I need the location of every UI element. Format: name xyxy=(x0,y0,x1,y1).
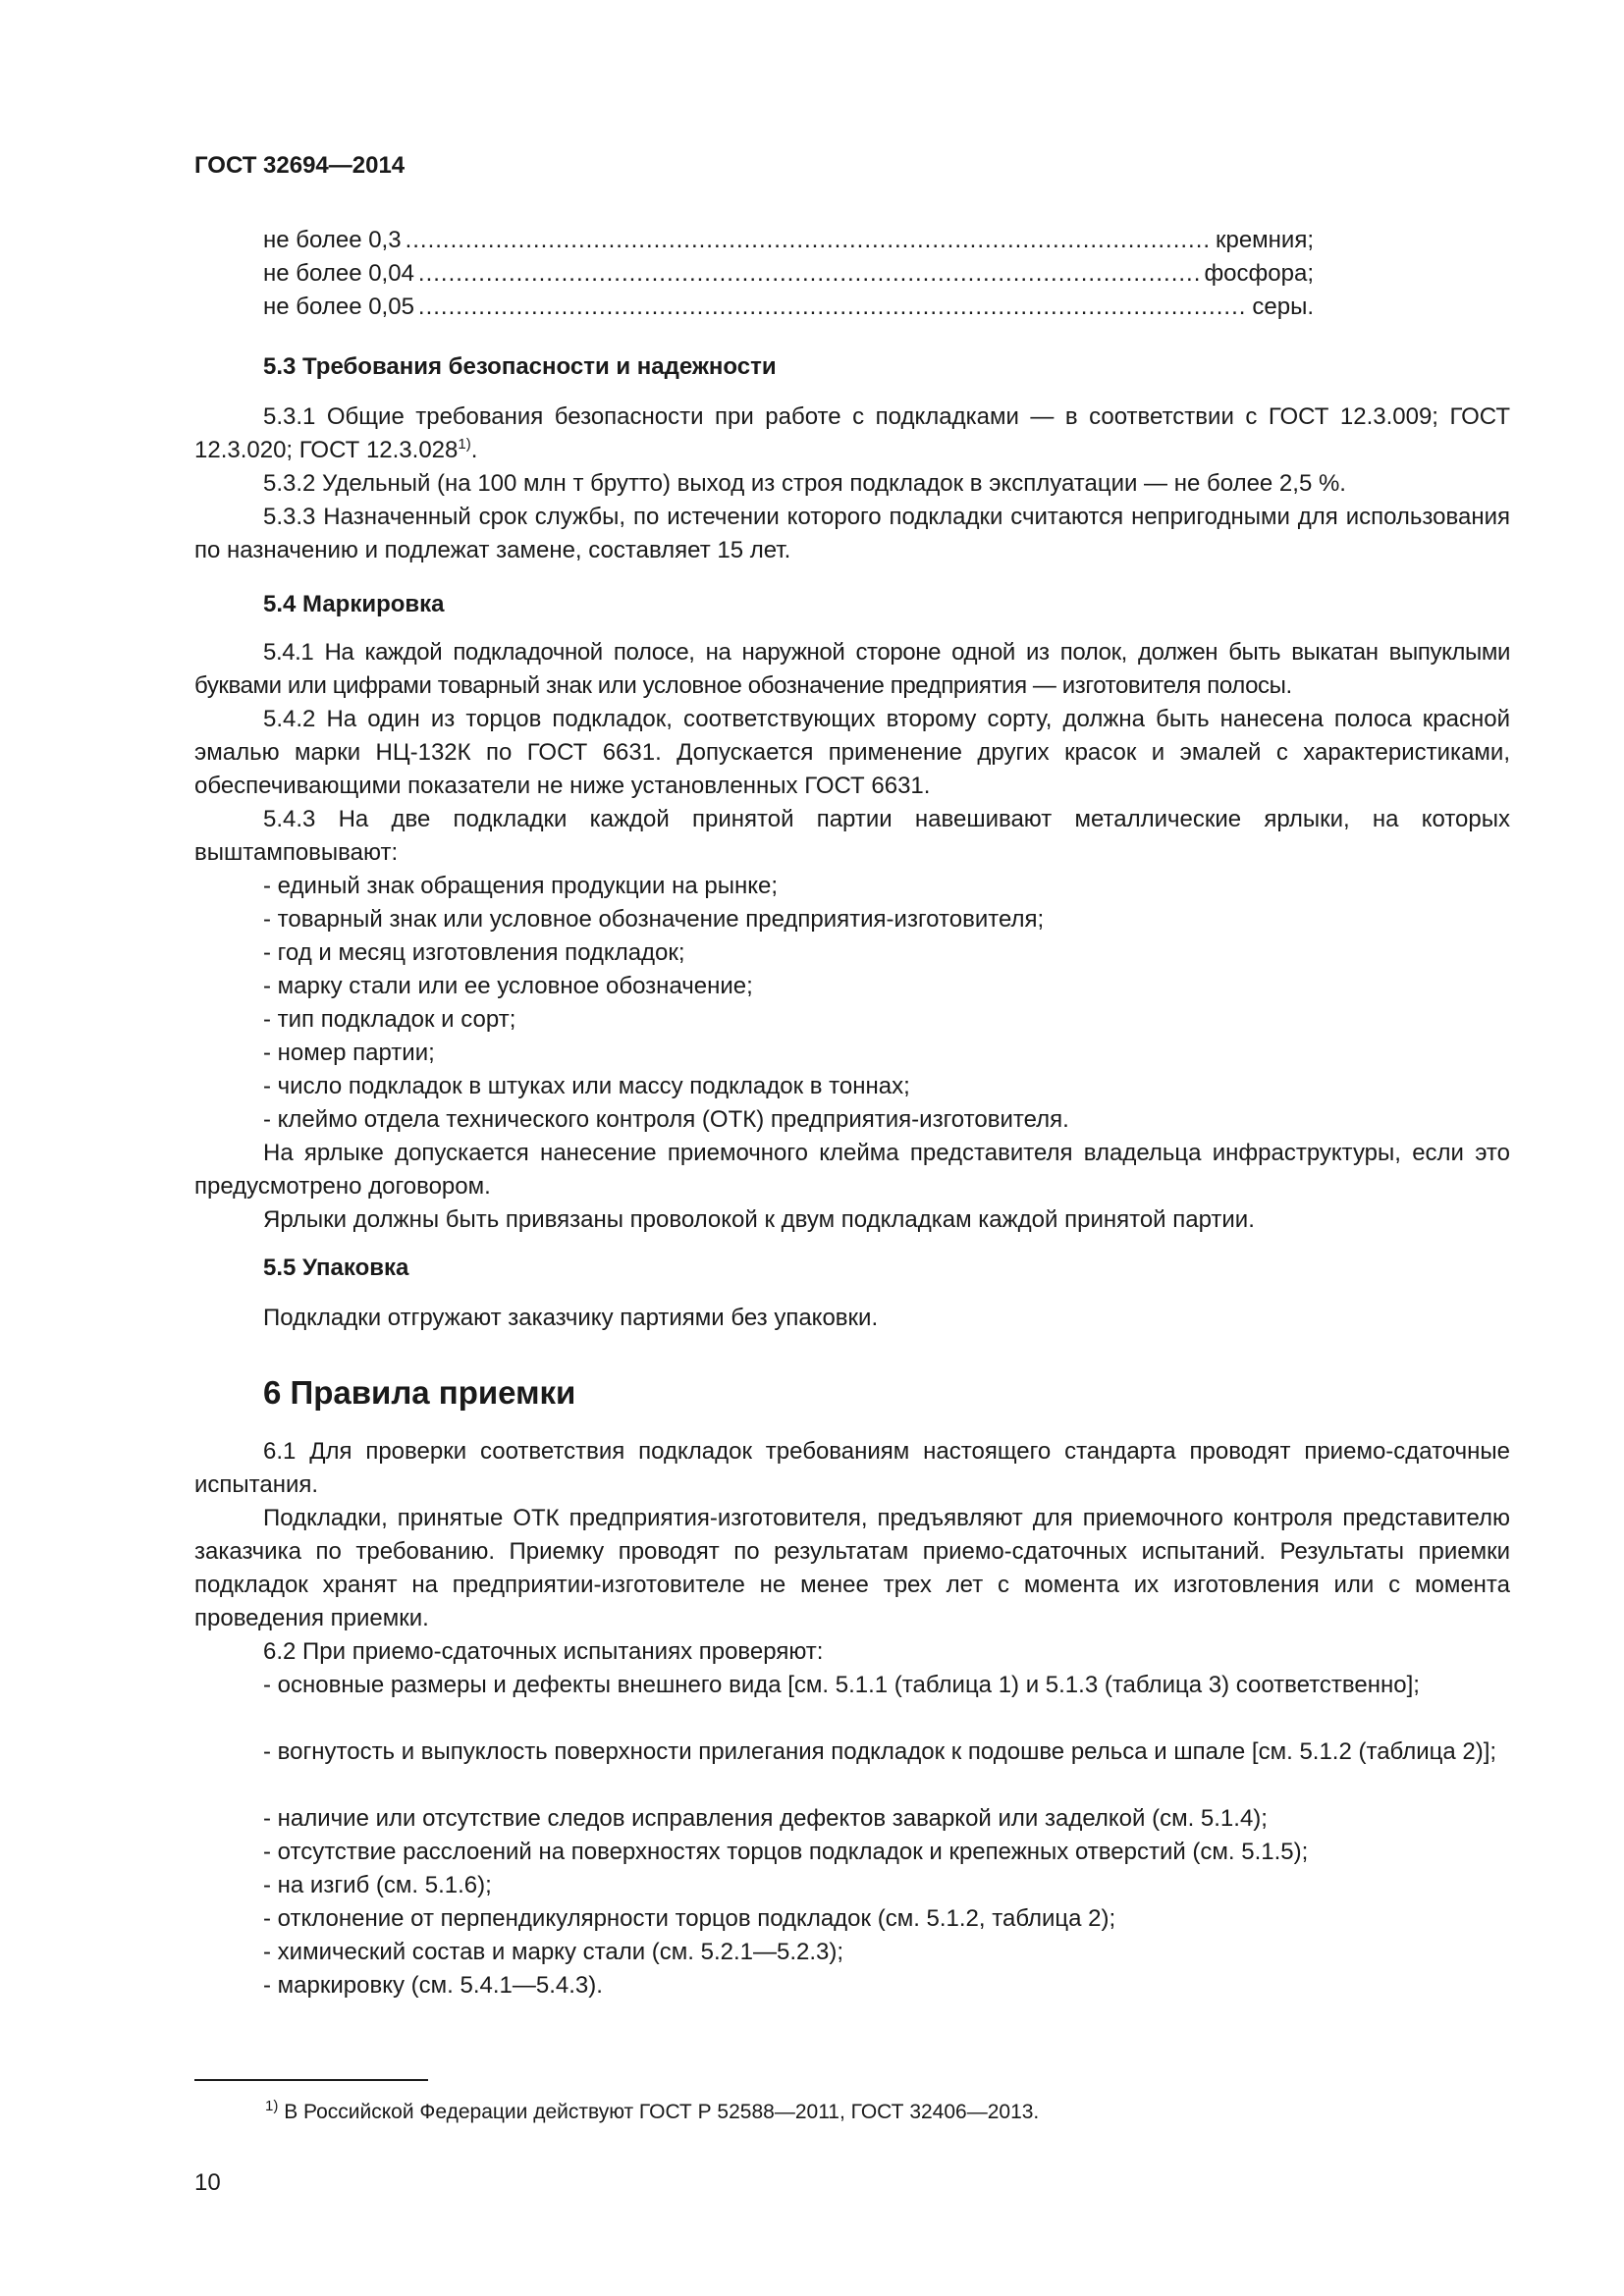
list-item: - вогнутость и выпуклость поверхности прилегания подкладок к подошве рельса и шпале [см. 5.1.2 (таблица 2)]; xyxy=(263,1738,1497,1765)
list-item: - наличие или отсутствие следов исправления дефектов заваркой или заделкой (см. 5.1.4); xyxy=(263,1805,1268,1832)
section-5-4-title: 5.4 Маркировка xyxy=(263,591,445,617)
list-item: - клеймо отдела технического контроля (ОТК) предприятия-изготовителя. xyxy=(263,1106,1069,1133)
list-item: - основные размеры и дефекты внешнего вида [см. 5.1.1 (таблица 1) и 5.1.3 (таблица 3) соответственно]; xyxy=(263,1672,1420,1698)
section-5-3-title: 5.3 Требования безопасности и надежности xyxy=(263,353,777,380)
list-item: - отклонение от перпендикулярности торцов подкладок (см. 5.1.2, таблица 2); xyxy=(263,1905,1116,1932)
composition-element: кремния; xyxy=(1215,227,1314,253)
paragraph-5-5: Подкладки отгружают заказчику партиями без упаковки. xyxy=(263,1305,879,1331)
composition-list xyxy=(263,224,1314,324)
list-item: - товарный знак или условное обозначение предприятия-изготовителя; xyxy=(263,906,1045,933)
list-item: - отсутствие расслоений на поверхностях торцов подкладок и крепежных отверстий (см. 5.1.5); xyxy=(263,1839,1309,1865)
composition-limit: не более 0,04 xyxy=(263,260,414,287)
footnote-separator xyxy=(194,2079,428,2081)
paragraph-5-3-2: 5.3.2 Удельный (на 100 млн т брутто) выход из строя подкладок в эксплуатации — не более 2,5 %. xyxy=(263,470,1346,497)
list-item: - марку стали или ее условное обозначение; xyxy=(263,973,753,999)
dot-leader xyxy=(418,291,1248,324)
paragraph-5-4-1: 5.4.1 На каждой подкладочной полосе, на наружной стороне одной из полок, должен быть выкатан выпуклыми буквами или цифрами товарный знак или условное обозначение предприятия — изготовителя полосы. xyxy=(194,639,1510,699)
section-6-title: 6 Правила приемки xyxy=(263,1374,576,1411)
paragraph-6-1-acceptance: Подкладки, принятые ОТК предприятия-изготовителя, предъявляют для приемочного контроля представителю заказчика по требованию. Приемку проводят по результатам приемо-сдаточных испытаний. Результаты приемки подкладок хранят на предприятии-изготовителе не менее трех лет с момента их изготовления или с момента проведения приемки. xyxy=(194,1505,1510,1631)
list-item: - год и месяц изготовления подкладок; xyxy=(263,939,685,966)
composition-element: серы. xyxy=(1252,294,1314,320)
paragraph-end: . xyxy=(470,437,478,463)
paragraph-5-4-2: 5.4.2 На один из торцов подкладок, соответствующих второму сорту, должна быть нанесена полоса красной эмалью марки НЦ-132К по ГОСТ 6631. Допускается применение других красок и эмалей с характеристиками, обеспечивающими показатели не ниже установленных ГОСТ 6631. xyxy=(194,706,1510,799)
document-header: ГОСТ 32694—2014 xyxy=(194,152,406,179)
paragraph-label-attach: Ярлыки должны быть привязаны проволокой к двум подкладкам каждой принятой партии. xyxy=(263,1206,1255,1233)
paragraph-5-3-3: 5.3.3 Назначенный срок службы, по истечении которого подкладки считаются непригодными для использования по назначению и подлежат замене, составляет 15 лет. xyxy=(194,504,1510,563)
footnote-text: В Российской Федерации действуют ГОСТ Р 52588—2011, ГОСТ 32406—2013. xyxy=(284,2101,1040,2123)
list-item: - число подкладок в штуках или массу подкладок в тоннах; xyxy=(263,1073,910,1099)
list-item: - номер партии; xyxy=(263,1040,435,1066)
composition-row xyxy=(263,224,1314,257)
dot-leader xyxy=(406,224,1212,257)
composition-row xyxy=(263,257,1314,291)
list-item: - на изгиб (см. 5.1.6); xyxy=(263,1872,492,1898)
paragraph-5-4-3: 5.4.3 На две подкладки каждой принятой партии навешивают металлические ярлыки, на которых выштамповывают: xyxy=(194,806,1510,866)
page-number: 10 xyxy=(194,2169,221,2196)
composition-element: фосфора; xyxy=(1204,260,1314,287)
list-item: - тип подкладок и сорт; xyxy=(263,1006,516,1033)
paragraph-6-2: 6.2 При приемо-сдаточных испытаниях проверяют: xyxy=(263,1638,824,1665)
list-item: - единый знак обращения продукции на рынке; xyxy=(263,873,778,899)
list-item: - маркировку (см. 5.4.1—5.4.3). xyxy=(263,1972,603,1999)
paragraph-label-stamp: На ярлыке допускается нанесение приемочного клейма представителя владельца инфраструктуры, если это предусмотрено договором. xyxy=(194,1140,1510,1200)
composition-row xyxy=(263,291,1314,324)
footnote-mark: 1) xyxy=(265,2098,279,2114)
composition-limit: не более 0,3 xyxy=(263,227,402,253)
paragraph-5-3-1 xyxy=(194,400,1510,467)
paragraph-text: 5.3.1 Общие требования безопасности при работе с подкладками — в соответствии с ГОСТ 12.3.009; ГОСТ 12.3.020; ГОСТ 12.3.028 xyxy=(194,403,1510,463)
footnote xyxy=(265,2098,1040,2124)
composition-limit: не более 0,05 xyxy=(263,294,414,320)
list-item: - химический состав и марку стали (см. 5.2.1—5.2.3); xyxy=(263,1939,844,1965)
dot-leader xyxy=(418,257,1201,291)
section-5-5-title: 5.5 Упаковка xyxy=(263,1255,409,1281)
paragraph-6-1: 6.1 Для проверки соответствия подкладок требованиям настоящего стандарта проводят приемо-сдаточные испытания. xyxy=(194,1438,1510,1498)
footnote-ref: 1) xyxy=(458,436,471,453)
